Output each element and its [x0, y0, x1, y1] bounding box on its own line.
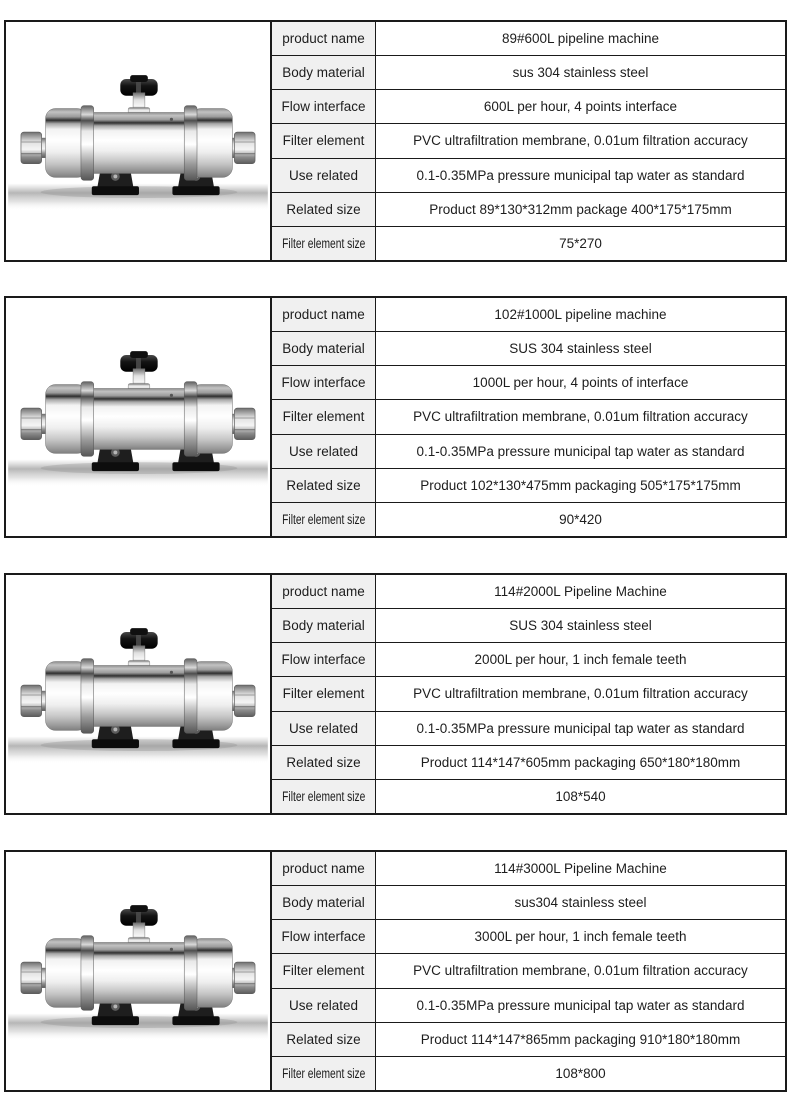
spec-label: Use related: [272, 712, 376, 745]
spec-row: [272, 366, 785, 400]
spec-row: [272, 503, 785, 536]
spec-label: Body material: [272, 332, 376, 365]
spec-label: Filter element size: [272, 503, 376, 536]
spec-row: [272, 954, 785, 988]
spec-row: [272, 469, 785, 503]
spec-value: sus304 stainless steel: [376, 886, 785, 919]
spec-value: 3000L per hour, 1 inch female teeth: [376, 920, 785, 953]
spec-table: [270, 575, 785, 813]
spec-row: [272, 852, 785, 886]
spec-value: 1000L per hour, 4 points of interface: [376, 366, 785, 399]
spec-row: [272, 886, 785, 920]
spec-label: Filter element size: [272, 227, 376, 260]
product-spec-card: [4, 850, 787, 1092]
product-spec-card: [4, 296, 787, 538]
spec-value: 114#2000L Pipeline Machine: [376, 575, 785, 608]
spec-label: product name: [272, 852, 376, 885]
spec-row: [272, 124, 785, 158]
spec-value: SUS 304 stainless steel: [376, 609, 785, 642]
spec-value: 0.1-0.35MPa pressure municipal tap water as standard: [376, 712, 785, 745]
spec-row: [272, 159, 785, 193]
spec-value: Product 89*130*312mm package 400*175*175mm: [376, 193, 785, 226]
spec-row: [272, 920, 785, 954]
spec-label: Flow interface: [272, 920, 376, 953]
product-spec-card: [4, 573, 787, 815]
spec-row: [272, 332, 785, 366]
spec-value: 108*540: [376, 780, 785, 813]
spec-label: Body material: [272, 609, 376, 642]
spec-label: Related size: [272, 1023, 376, 1056]
spec-label: Related size: [272, 469, 376, 502]
product-photo: [6, 575, 270, 813]
spec-table: [270, 298, 785, 536]
spec-row: [272, 609, 785, 643]
spec-row: [272, 227, 785, 260]
spec-label: Flow interface: [272, 366, 376, 399]
product-photo: [6, 298, 270, 536]
spec-value: 102#1000L pipeline machine: [376, 298, 785, 331]
spec-value: 0.1-0.35MPa pressure municipal tap water as standard: [376, 989, 785, 1022]
spec-row: [272, 1057, 785, 1090]
spec-value: PVC ultrafiltration membrane, 0.01um filtration accuracy: [376, 124, 785, 157]
spec-value: PVC ultrafiltration membrane, 0.01um filtration accuracy: [376, 677, 785, 710]
spec-label: Filter element: [272, 677, 376, 710]
spec-label: product name: [272, 298, 376, 331]
spec-row: [272, 575, 785, 609]
spec-row: [272, 989, 785, 1023]
spec-label: Filter element: [272, 954, 376, 987]
spec-value: SUS 304 stainless steel: [376, 332, 785, 365]
spec-label: Use related: [272, 159, 376, 192]
spec-label: Flow interface: [272, 643, 376, 676]
spec-value: Product 102*130*475mm packaging 505*175*175mm: [376, 469, 785, 502]
spec-value: 2000L per hour, 1 inch female teeth: [376, 643, 785, 676]
spec-value: 90*420: [376, 503, 785, 536]
spec-label: Flow interface: [272, 90, 376, 123]
spec-row: [272, 56, 785, 90]
spec-row: [272, 22, 785, 56]
spec-row: [272, 298, 785, 332]
product-photo: [6, 852, 270, 1090]
spec-value: PVC ultrafiltration membrane, 0.01um filtration accuracy: [376, 400, 785, 433]
spec-value: 0.1-0.35MPa pressure municipal tap water as standard: [376, 435, 785, 468]
spec-value: Product 114*147*865mm packaging 910*180*180mm: [376, 1023, 785, 1056]
spec-label: Use related: [272, 435, 376, 468]
spec-row: [272, 435, 785, 469]
spec-label: Filter element: [272, 124, 376, 157]
spec-value: 108*800: [376, 1057, 785, 1090]
spec-label: Related size: [272, 746, 376, 779]
spec-row: [272, 193, 785, 227]
spec-label: Filter element size: [272, 780, 376, 813]
spec-value: 114#3000L Pipeline Machine: [376, 852, 785, 885]
spec-row: [272, 1023, 785, 1057]
spec-row: [272, 400, 785, 434]
spec-table: [270, 22, 785, 260]
spec-label: Filter element size: [272, 1057, 376, 1090]
spec-value: 0.1-0.35MPa pressure municipal tap water as standard: [376, 159, 785, 192]
product-photo: [6, 22, 270, 260]
spec-label: product name: [272, 575, 376, 608]
spec-row: [272, 90, 785, 124]
spec-label: product name: [272, 22, 376, 55]
spec-label: Use related: [272, 989, 376, 1022]
spec-label: Body material: [272, 56, 376, 89]
spec-row: [272, 677, 785, 711]
spec-table: [270, 852, 785, 1090]
spec-value: Product 114*147*605mm packaging 650*180*180mm: [376, 746, 785, 779]
spec-row: [272, 712, 785, 746]
spec-label: Filter element: [272, 400, 376, 433]
spec-row: [272, 780, 785, 813]
spec-row: [272, 643, 785, 677]
spec-value: 89#600L pipeline machine: [376, 22, 785, 55]
spec-value: 75*270: [376, 227, 785, 260]
spec-label: Related size: [272, 193, 376, 226]
spec-row: [272, 746, 785, 780]
spec-label: Body material: [272, 886, 376, 919]
spec-value: sus 304 stainless steel: [376, 56, 785, 89]
spec-value: 600L per hour, 4 points interface: [376, 90, 785, 123]
spec-value: PVC ultrafiltration membrane, 0.01um filtration accuracy: [376, 954, 785, 987]
product-spec-card: [4, 20, 787, 262]
